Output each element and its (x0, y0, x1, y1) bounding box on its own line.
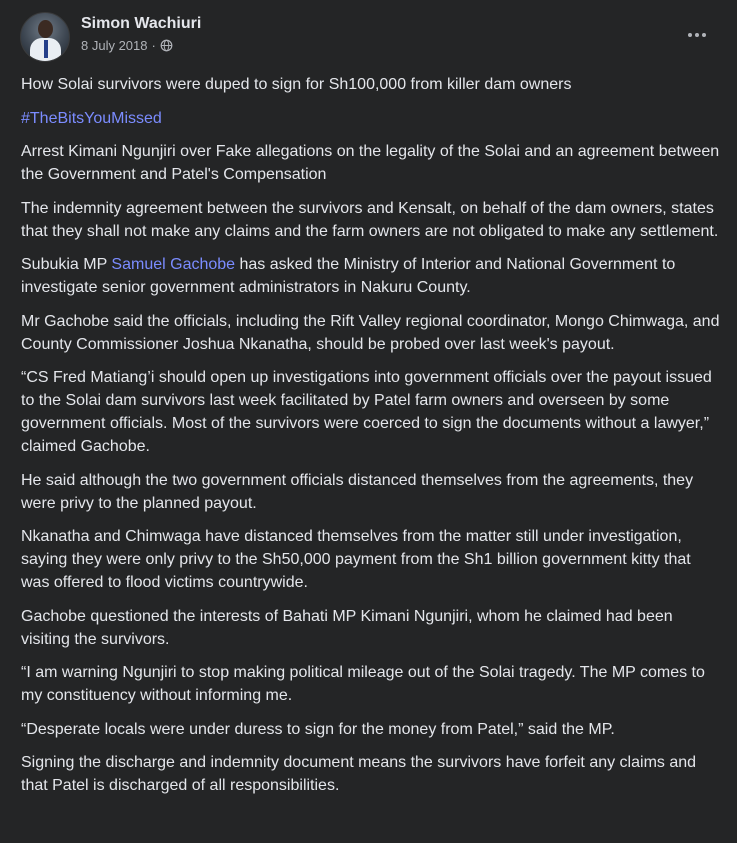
paragraph-4: Mr Gachobe said the officials, including the Rift Valley regional coordinator, Mongo Chimwaga, and County Commissioner Joshua Nkanatha, should be probed over last week's payout. (21, 312, 720, 353)
author-name[interactable]: Simon Wachiuri (81, 15, 202, 32)
paragraph-6: He said although the two government officials distanced themselves from the agreements, they were privy to the planned payout. (21, 471, 694, 512)
meta-separator: · (151, 38, 156, 53)
author-avatar[interactable] (20, 12, 70, 62)
paragraph-3-end: has asked the Ministry of Interior and National Government to investigate senior government administrators in Nakuru County. (21, 256, 676, 296)
paragraph-9: “I am warning Ngunjiri to stop making political mileage out of the Solai tragedy. The MP comes to my constituency without informing me. (21, 664, 705, 704)
post-body (21, 73, 721, 808)
avatar-tie (44, 40, 48, 58)
paragraph-1: Arrest Kimani Ngunjiri over Fake allegations on the legality of the Solai and an agreement between the Government and Patel's Compensation (21, 143, 720, 183)
post-meta (81, 38, 173, 53)
paragraph-11: Signing the discharge and indemnity document means the survivors have forfeit any claims and that Patel is discharged of all responsibilities. (21, 754, 697, 794)
avatar-head (38, 20, 53, 38)
paragraph-3-start: Subukia MP (21, 256, 112, 273)
globe-icon[interactable] (160, 39, 173, 52)
hashtag-link[interactable]: #TheBitsYouMissed (21, 109, 162, 127)
paragraph-5: “CS Fred Matiang’i should open up investigations into government officials over the payout issued to the Solai dam survivors last week facilitated by Patel farm owners and overseen by some government officials. Most of the survivors were coerced to sign the documents without a lawyer,” claimed Gachobe. (21, 369, 712, 455)
post-date[interactable]: 8 July 2018 (81, 38, 148, 53)
mention-link[interactable]: Samuel Gachobe (111, 256, 236, 273)
post-headline: How Solai survivors were duped to sign for Sh100,000 from killer dam owners (21, 76, 572, 93)
paragraph-2: The indemnity agreement between the survivors and Kensalt, on behalf of the dam owners, states that they shall not make any claims and the farm owners are not obligated to make any settlement. (21, 199, 719, 240)
paragraph-8: Gachobe questioned the interests of Bahati MP Kimani Ngunjiri, whom he claimed had been visiting the survivors. (21, 607, 673, 648)
paragraph-3 (21, 253, 721, 299)
paragraph-10: “Desperate locals were under duress to sign for the money from Patel,” said the MP. (21, 720, 615, 738)
more-options-icon[interactable] (685, 25, 709, 45)
post-header (20, 11, 717, 63)
paragraph-7: Nkanatha and Chimwaga have distanced themselves from the matter still under investigation, saying they were only privy to the Sh50,000 payment from the Sh1 billion government kitty that was offered to flood victims countrywide. (21, 528, 691, 591)
